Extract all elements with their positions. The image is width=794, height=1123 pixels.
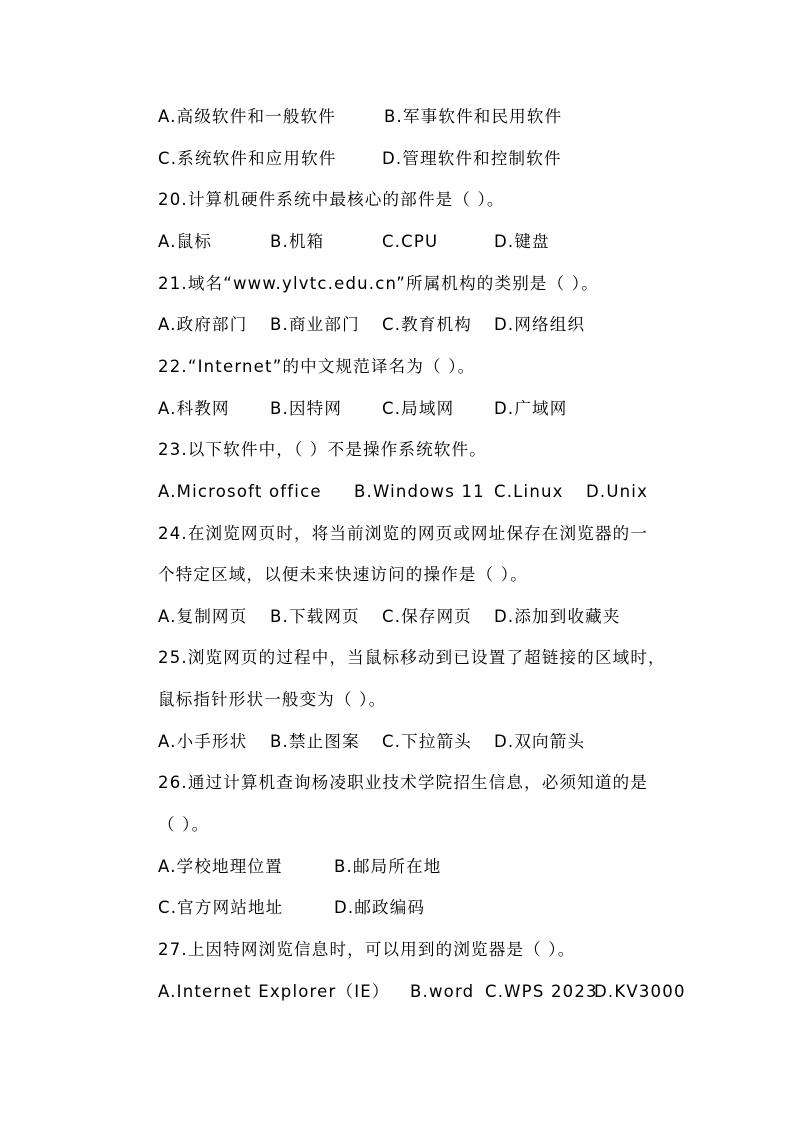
answer-option: A.高级软件和一般软件 bbox=[158, 107, 336, 126]
answer-option: D.管理软件和控制软件 bbox=[382, 148, 562, 168]
answer-option: C.CPU bbox=[382, 231, 439, 251]
answer-option: B.因特网 bbox=[270, 398, 343, 418]
answer-option: A.学校地理位置 bbox=[158, 856, 283, 876]
answer-option: C.WPS 2023 bbox=[485, 981, 598, 1001]
question-text: 20.计算机硬件系统中最核心的部件是（ ）。 bbox=[158, 190, 505, 210]
answer-option: D.邮政编码 bbox=[334, 898, 426, 918]
answer-option: D.网络组织 bbox=[494, 315, 586, 335]
answer-option: B.商业部门 bbox=[270, 315, 360, 335]
question-text: 26.通过计算机查询杨凌职业技术学院招生信息，必须知道的是 bbox=[158, 773, 649, 793]
answer-option: C.Linux bbox=[494, 481, 564, 501]
answer-option: C.保存网页 bbox=[382, 606, 472, 626]
answer-option: A.Internet Explorer（IE） bbox=[158, 981, 390, 1001]
answer-option: B.word bbox=[410, 981, 475, 1001]
answer-option: A.复制网页 bbox=[158, 606, 248, 626]
answer-option: A.政府部门 bbox=[158, 315, 248, 335]
answer-option: D.添加到收藏夹 bbox=[494, 606, 621, 626]
answer-option: A.Microsoft office bbox=[158, 481, 322, 501]
answer-option: C.下拉箭头 bbox=[382, 731, 472, 751]
question-text: 27.上因特网浏览信息时，可以用到的浏览器是（ ）。 bbox=[158, 940, 576, 959]
answer-option: D.广域网 bbox=[494, 398, 568, 418]
answer-option: B.军事软件和民用软件 bbox=[384, 107, 563, 126]
answer-option: B.Windows 11 bbox=[354, 481, 485, 501]
question-text: 24.在浏览网页时，将当前浏览的网页或网址保存在浏览器的一 bbox=[158, 523, 649, 543]
answer-option: C.局域网 bbox=[382, 398, 455, 418]
question-text: 22.“Internet”的中文规范译名为（ ）。 bbox=[158, 356, 476, 376]
question-continuation: 鼠标指针形状一般变为（ ）。 bbox=[158, 690, 387, 710]
question-continuation: 个特定区域，以便未来快速访问的操作是（ ）。 bbox=[158, 565, 528, 585]
answer-option: D.KV3000 bbox=[594, 981, 686, 1001]
answer-option: B.邮局所在地 bbox=[334, 856, 442, 876]
answer-option: A.鼠标 bbox=[158, 231, 213, 251]
question-text: 25.浏览网页的过程中，当鼠标移动到已设置了超链接的区域时， bbox=[158, 648, 666, 668]
answer-option: C.系统软件和应用软件 bbox=[158, 148, 337, 168]
question-text: 23.以下软件中，（ ）不是操作系统软件。 bbox=[158, 440, 487, 460]
answer-option: B.机箱 bbox=[270, 231, 325, 251]
answer-option: D.键盘 bbox=[494, 231, 550, 251]
question-continuation: （ ）。 bbox=[158, 815, 210, 835]
answer-option: C.教育机构 bbox=[382, 315, 472, 335]
answer-option: A.小手形状 bbox=[158, 731, 248, 751]
answer-option: D.Unix bbox=[586, 481, 649, 501]
answer-option: C.官方网站地址 bbox=[158, 898, 284, 918]
answer-option: A.科教网 bbox=[158, 398, 230, 418]
question-text: 21.域名“www.ylvtc.edu.cn”所属机构的类别是（ ）。 bbox=[158, 273, 599, 293]
answer-option: D.双向箭头 bbox=[494, 731, 586, 751]
answer-option: B.下载网页 bbox=[270, 606, 360, 626]
answer-option: B.禁止图案 bbox=[270, 731, 360, 751]
